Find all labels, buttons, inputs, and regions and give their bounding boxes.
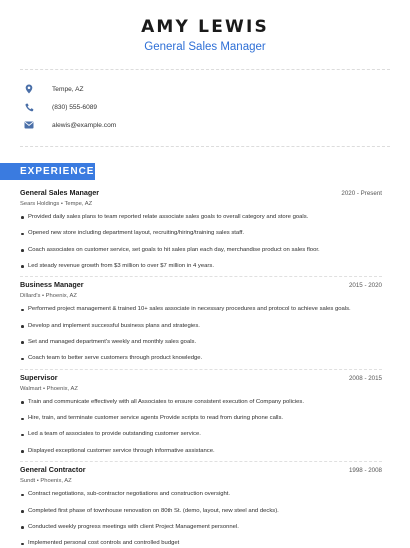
job-bullets — [20, 399, 382, 455]
contact-divider — [20, 146, 390, 147]
job-entry — [20, 188, 382, 277]
job-title: General Sales Manager — [20, 188, 100, 197]
experience-heading: EXPERIENCE — [0, 163, 95, 180]
job-divider — [20, 276, 382, 277]
bullet-item: Develop and implement successful business plans and strategies. — [20, 323, 382, 331]
candidate-title: General Sales Manager — [144, 41, 266, 53]
job-entry — [20, 465, 382, 547]
bullet-item: Contract negotiations, sub-contractor negotiations and construction oversight. — [20, 491, 382, 499]
resume-header — [0, 16, 410, 55]
job-header — [20, 465, 382, 476]
contact-email — [20, 116, 390, 134]
job-dates: 2015 - 2020 — [348, 282, 382, 290]
job-divider — [20, 369, 382, 370]
bullet-item: Train and communicate effectively with all Associates to ensure consistent execution of Company policies. — [20, 399, 382, 407]
bullet-item: Set and managed department's weekly and monthly sales goals. — [20, 339, 382, 347]
job-header — [20, 280, 382, 291]
bullet-item: Implemented personal cost controls and controlled budget — [20, 540, 382, 548]
candidate-name: AMY LEWIS — [141, 17, 269, 37]
bullet-item: Led a team of associates to provide outstanding customer service. — [20, 431, 382, 439]
job-bullets — [20, 306, 382, 362]
bullet-item: Coach team to better serve customers through product knowledge. — [20, 355, 382, 363]
job-bullets — [20, 214, 382, 270]
job-dates: 2008 - 2015 — [348, 374, 382, 382]
email-text: alewis@example.com — [52, 121, 117, 129]
bullet-item: Led steady revenue growth from $3 million to over $7 million in 4 years. — [20, 263, 382, 271]
job-header — [20, 188, 382, 199]
bullet-item: Completed first phase of townhouse renovation on 80th St. (demo, layout, new steel and decks). — [20, 508, 382, 516]
bullet-item: Hire, train, and terminate customer service agents Provide scripts to read from during phone calls. — [20, 415, 382, 423]
bullet-item: Displayed exceptional customer service through informative assistance. — [20, 448, 382, 456]
bullet-item: Conducted weekly progress meetings with client Project Management personnel. — [20, 524, 382, 532]
job-bullets — [20, 491, 382, 547]
job-company: Walmart • Phoenix, AZ — [20, 385, 78, 392]
header-divider — [20, 69, 390, 70]
experience-list — [20, 188, 382, 548]
bullet-item: Provided daily sales plans to team reported relate associate sales goals to overall category and store goals. — [20, 214, 382, 222]
bullet-item: Coach associates on customer service, set goals to hit sales plan each day, merchandise product on sales floor. — [20, 247, 382, 255]
job-entry — [20, 280, 382, 369]
map-pin-icon — [22, 82, 36, 96]
envelope-icon — [22, 118, 36, 132]
bullet-item: Opened new store including department layout, recruiting/hiring/training sales staff. — [20, 230, 382, 238]
phone-icon — [22, 100, 36, 114]
job-entry — [20, 373, 382, 462]
contact-location — [20, 80, 390, 98]
job-title: Supervisor — [20, 372, 58, 382]
contact-phone — [20, 98, 390, 116]
job-dates: 1998 - 2008 — [348, 467, 382, 475]
location-text: Tempe, AZ — [52, 85, 84, 93]
job-company: Dillard's • Phoenix, AZ — [20, 293, 77, 300]
job-dates: 2020 - Present — [341, 190, 382, 197]
bullet-item: Performed project management & trained 10+ sales associate in necessary procedures and protocol to achieve sales goals. — [20, 306, 382, 314]
job-title: General Contractor — [20, 465, 86, 475]
phone-text: (830) 555-6089 — [52, 103, 98, 111]
job-title: Business Manager — [20, 280, 84, 290]
job-company: Sundt • Phoenix, AZ — [20, 478, 72, 485]
job-divider — [20, 461, 382, 462]
contact-list — [20, 80, 390, 134]
job-company: Sears Holdings • Tempe, AZ — [20, 201, 93, 207]
job-header — [20, 373, 382, 384]
